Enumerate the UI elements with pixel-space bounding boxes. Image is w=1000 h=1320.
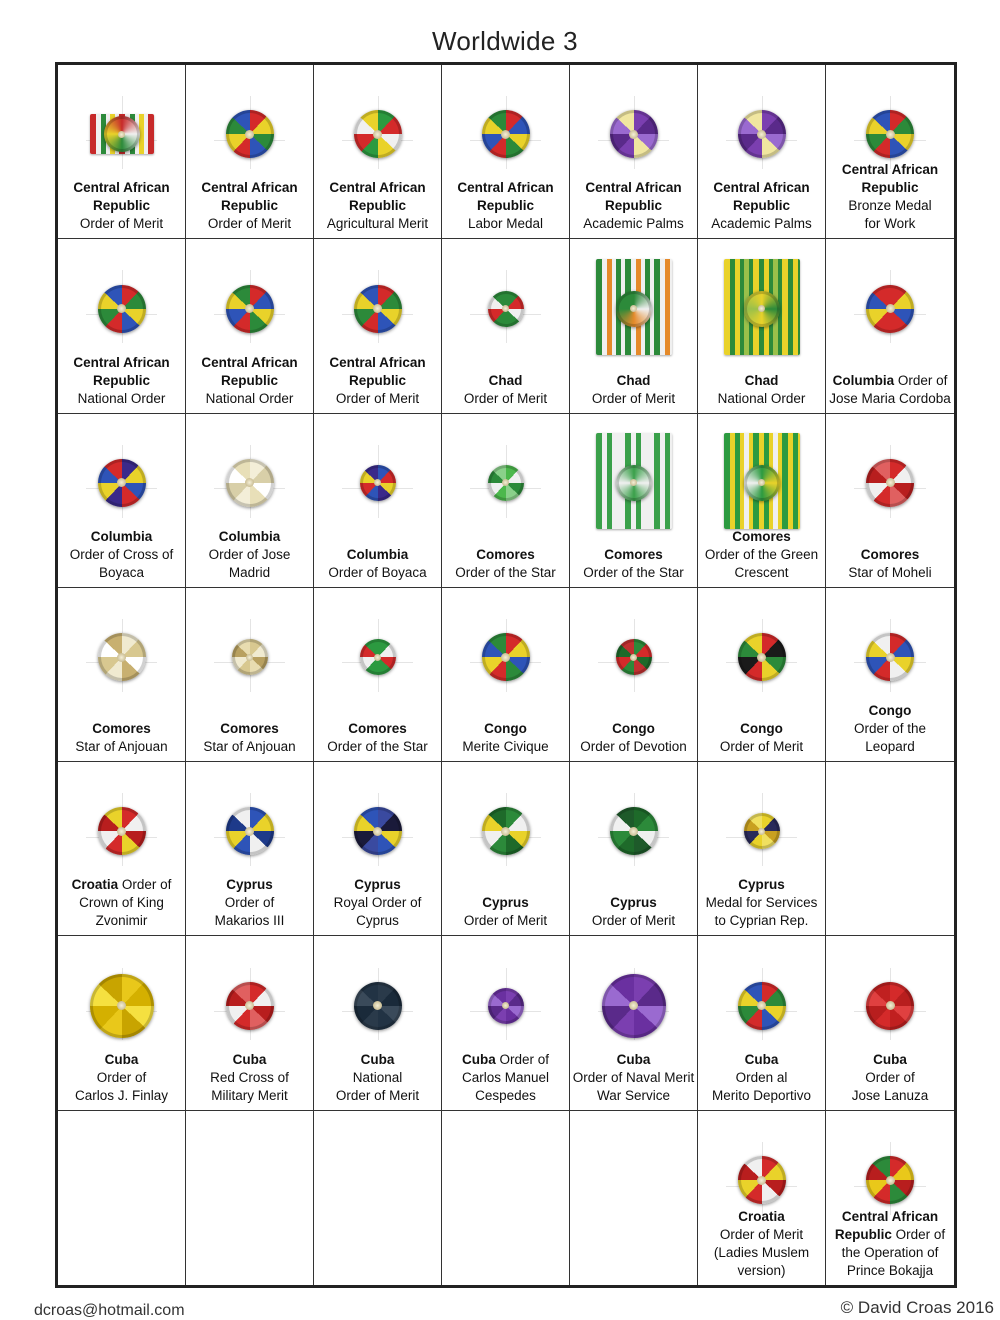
rosette-emblem bbox=[226, 807, 274, 855]
medal-name: Royal Order of bbox=[333, 895, 422, 911]
medal-label bbox=[572, 179, 695, 233]
medal-name: Labor Medal bbox=[467, 216, 544, 232]
medal-country: Croatia bbox=[738, 1209, 785, 1224]
medal-name: Order of Merit bbox=[719, 1227, 804, 1242]
medal-name: Agricultural Merit bbox=[326, 216, 429, 232]
medal-country: Central African bbox=[713, 180, 810, 196]
medal-country: Central African bbox=[841, 1209, 939, 1224]
medal-name: Order of the Star bbox=[583, 564, 684, 580]
medal-cell bbox=[826, 762, 954, 936]
medal-name: Order of Devotion bbox=[580, 739, 687, 755]
rosette-emblem bbox=[616, 639, 652, 675]
medal-label bbox=[828, 1051, 952, 1105]
medal-country: Cyprus bbox=[738, 877, 785, 893]
medal-name: Order of bbox=[865, 1069, 915, 1085]
medal-name: Bronze Medal bbox=[848, 198, 932, 214]
rosette-emblem bbox=[866, 982, 914, 1030]
medal-country: Central African bbox=[841, 162, 939, 178]
medal-label bbox=[700, 179, 823, 233]
medal-name: Order of bbox=[121, 877, 172, 893]
medal-label bbox=[188, 1051, 311, 1105]
medal-cell bbox=[186, 762, 314, 936]
rosette-emblem bbox=[616, 291, 652, 327]
medal-name: Order of Jose bbox=[208, 546, 291, 562]
medal-label bbox=[60, 528, 183, 582]
medal-cell bbox=[826, 239, 954, 413]
medal-label bbox=[60, 876, 183, 930]
medal-name: Order of Merit bbox=[79, 216, 164, 232]
medal-label bbox=[444, 720, 567, 756]
medal-country: Cyprus bbox=[226, 877, 273, 893]
medal-name: Order of the Star bbox=[327, 739, 428, 755]
rosette-emblem bbox=[744, 291, 780, 327]
medal-name: Cyprus bbox=[356, 913, 399, 929]
medal-cell bbox=[58, 239, 186, 413]
medal-cell bbox=[570, 762, 698, 936]
medal-label bbox=[188, 354, 311, 408]
medal-name: Order of Merit bbox=[463, 913, 548, 929]
medal-name: Order of Merit bbox=[591, 913, 676, 929]
rosette-emblem bbox=[98, 633, 146, 681]
medal-name: Star of Moheli bbox=[848, 564, 932, 580]
medal-cell bbox=[58, 588, 186, 762]
medal-cell bbox=[186, 65, 314, 239]
medal-country: Comores bbox=[220, 721, 279, 737]
medal-cell bbox=[570, 65, 698, 239]
medal-country: Columbia bbox=[90, 528, 153, 544]
rosette-emblem bbox=[98, 459, 146, 507]
rosette-emblem bbox=[488, 291, 524, 327]
medal-name: Zvonimir bbox=[95, 913, 148, 929]
medal-cell bbox=[442, 414, 570, 588]
medal-country: Comores bbox=[860, 546, 920, 562]
medal-name: Order of the bbox=[853, 721, 927, 737]
medal-label bbox=[60, 720, 183, 756]
medal-cell bbox=[570, 1111, 698, 1285]
medal-label bbox=[316, 179, 439, 233]
medal-name: Order of bbox=[897, 372, 948, 388]
medal-name: Academic Palms bbox=[711, 216, 812, 232]
medal-cell bbox=[314, 414, 442, 588]
medal-name: Makarios III bbox=[214, 913, 285, 929]
medal-name: Madrid bbox=[228, 564, 271, 580]
rosette-emblem bbox=[90, 974, 154, 1038]
medal-cell bbox=[186, 936, 314, 1110]
medal-cell bbox=[826, 414, 954, 588]
medal-country: Central African bbox=[73, 354, 170, 370]
medal-name: version) bbox=[737, 1263, 786, 1278]
rosette-emblem bbox=[232, 639, 268, 675]
medal-country: Cyprus bbox=[610, 895, 657, 911]
medal-name: National bbox=[352, 1069, 403, 1085]
medal-name: Boyaca bbox=[98, 564, 145, 580]
medal-name: Order of Merit bbox=[207, 216, 292, 232]
medal-country: Columbia bbox=[218, 528, 281, 544]
medal-label bbox=[828, 1208, 952, 1280]
medal-cell bbox=[314, 588, 442, 762]
medal-country: Congo bbox=[740, 721, 783, 737]
rosette-emblem bbox=[482, 807, 530, 855]
rosette-emblem bbox=[354, 982, 402, 1030]
medal-name: Red Cross of bbox=[210, 1069, 289, 1085]
rosette-emblem bbox=[744, 465, 780, 501]
medal-cell bbox=[58, 65, 186, 239]
rosette-emblem bbox=[610, 807, 658, 855]
medal-country: Cuba bbox=[461, 1051, 496, 1067]
medal-label bbox=[828, 702, 952, 756]
medal-country: Congo bbox=[484, 721, 527, 737]
medal-cell bbox=[314, 762, 442, 936]
medal-label bbox=[188, 528, 311, 582]
medal-label bbox=[60, 354, 183, 408]
rosette-emblem bbox=[488, 465, 524, 501]
rosette-emblem bbox=[354, 285, 402, 333]
rosette-emblem bbox=[866, 285, 914, 333]
medal-country: Congo bbox=[868, 703, 912, 719]
medal-country: Chad bbox=[488, 372, 523, 388]
medal-cell bbox=[570, 588, 698, 762]
medal-country: Central African bbox=[329, 354, 426, 370]
medal-name: Carlos J. Finlay bbox=[74, 1087, 169, 1103]
footer-email: dcroas@hotmail.com bbox=[34, 1302, 185, 1319]
medal-name: Republic bbox=[476, 198, 534, 214]
medal-country: Croatia bbox=[71, 877, 119, 893]
medal-label bbox=[700, 1208, 823, 1280]
medal-label bbox=[188, 720, 311, 756]
medal-name: Military Merit bbox=[211, 1087, 288, 1103]
medal-cell bbox=[58, 762, 186, 936]
medal-country: Cuba bbox=[360, 1051, 395, 1067]
medal-name: Republic bbox=[861, 180, 919, 196]
rosette-emblem bbox=[488, 988, 524, 1024]
medal-label bbox=[444, 372, 567, 408]
medal-cell bbox=[314, 239, 442, 413]
medal-label bbox=[828, 546, 952, 582]
footer-copyright bbox=[841, 1298, 994, 1318]
medal-name: Order of bbox=[895, 1227, 946, 1242]
medal-name: Jose Lanuza bbox=[851, 1087, 929, 1103]
medal-name: Order of Merit bbox=[591, 390, 676, 406]
medal-cell bbox=[58, 414, 186, 588]
rosette-emblem bbox=[360, 465, 396, 501]
medal-cell bbox=[442, 239, 570, 413]
rosette-emblem bbox=[866, 459, 914, 507]
medal-name: Star of Anjouan bbox=[75, 739, 168, 755]
medal-label-line bbox=[828, 372, 952, 390]
medal-cell bbox=[442, 1111, 570, 1285]
medal-name: Republic bbox=[604, 198, 662, 214]
medal-country: Republic bbox=[834, 1227, 892, 1242]
medal-name: Cespedes bbox=[475, 1087, 536, 1103]
medal-name: Medal for Services bbox=[705, 895, 818, 911]
medal-name: National Order bbox=[77, 390, 166, 406]
medal-cell bbox=[698, 1111, 826, 1285]
medal-cell bbox=[826, 65, 954, 239]
rosette-emblem bbox=[354, 110, 402, 158]
medal-cell bbox=[186, 1111, 314, 1285]
rosette-emblem bbox=[738, 982, 786, 1030]
medal-cell bbox=[186, 239, 314, 413]
medal-name: Order of the Star bbox=[455, 564, 556, 580]
medal-cell bbox=[186, 414, 314, 588]
medal-country: Cyprus bbox=[482, 895, 529, 911]
medal-grid bbox=[58, 65, 954, 1285]
medal-cell bbox=[826, 936, 954, 1110]
medal-name: National Order bbox=[717, 390, 806, 406]
medal-name: Republic bbox=[348, 198, 406, 214]
medal-label bbox=[572, 720, 695, 756]
rosette-emblem bbox=[738, 110, 786, 158]
medal-country: Cuba bbox=[616, 1051, 651, 1067]
medal-country: Chad bbox=[616, 372, 651, 388]
medal-cell bbox=[698, 762, 826, 936]
medal-label bbox=[828, 161, 952, 233]
medal-country: Central African bbox=[201, 180, 298, 196]
medal-country: Cuba bbox=[744, 1051, 779, 1067]
rosette-emblem bbox=[866, 633, 914, 681]
medal-label-line bbox=[444, 1051, 567, 1069]
medal-name: (Ladies Muslem bbox=[713, 1245, 810, 1260]
medal-cell bbox=[698, 936, 826, 1110]
rosette-emblem bbox=[226, 110, 274, 158]
medal-label-line bbox=[828, 1226, 952, 1244]
medal-cell bbox=[570, 936, 698, 1110]
rosette-emblem bbox=[354, 807, 402, 855]
rosette-emblem bbox=[616, 465, 652, 501]
medal-name: Order of Merit bbox=[335, 1087, 420, 1103]
medal-label bbox=[700, 528, 823, 582]
medal-country: Comores bbox=[604, 546, 663, 562]
medal-label bbox=[316, 876, 439, 930]
medal-label bbox=[60, 1051, 183, 1105]
medal-country: Central African bbox=[457, 180, 554, 196]
medal-name: Order of Merit bbox=[463, 390, 548, 406]
medal-name: Order of Cross of bbox=[69, 546, 174, 562]
rosette-emblem bbox=[744, 813, 780, 849]
medal-country: Cuba bbox=[104, 1051, 139, 1067]
medal-name: Order of Merit bbox=[719, 739, 804, 755]
rosette-emblem bbox=[226, 459, 274, 507]
medal-label bbox=[828, 372, 952, 408]
medal-name: Republic bbox=[92, 198, 150, 214]
medal-cell bbox=[58, 1111, 186, 1285]
medal-cell bbox=[698, 239, 826, 413]
rosette-emblem bbox=[738, 1156, 786, 1204]
medal-country: Cuba bbox=[873, 1051, 907, 1067]
medal-country: Comores bbox=[732, 528, 791, 544]
medal-label bbox=[188, 179, 311, 233]
medal-country: Columbia bbox=[832, 372, 895, 388]
page-title: Worldwide 3 bbox=[432, 26, 578, 56]
rosette-emblem bbox=[98, 807, 146, 855]
medal-country: Congo bbox=[612, 721, 655, 737]
medal-cell bbox=[186, 588, 314, 762]
medal-name: Republic bbox=[220, 372, 278, 388]
medal-cell bbox=[570, 239, 698, 413]
medal-name: Jose Maria Cordoba bbox=[829, 390, 951, 406]
medal-name: War Service bbox=[596, 1087, 670, 1103]
medal-name: the Operation of bbox=[841, 1245, 939, 1260]
medal-label bbox=[444, 179, 567, 233]
medal-name: Orden al bbox=[735, 1069, 788, 1085]
medal-name: Prince Bokajja bbox=[846, 1263, 934, 1278]
medal-label-line bbox=[60, 876, 183, 894]
medal-cell bbox=[570, 414, 698, 588]
medal-country: Central African bbox=[73, 180, 170, 196]
medal-name: Order of Naval Merit bbox=[572, 1069, 695, 1085]
rosette-emblem bbox=[360, 639, 396, 675]
medal-label bbox=[188, 876, 311, 930]
medal-name: Order of the Green bbox=[704, 546, 819, 562]
medal-country: Chad bbox=[744, 372, 779, 388]
medal-label bbox=[700, 876, 823, 930]
medal-cell bbox=[442, 588, 570, 762]
rosette-emblem bbox=[482, 110, 530, 158]
medal-name: Order of bbox=[224, 895, 275, 911]
medal-cell bbox=[442, 65, 570, 239]
medal-label bbox=[700, 720, 823, 756]
medal-label bbox=[316, 354, 439, 408]
medal-label bbox=[572, 894, 695, 930]
rosette-emblem bbox=[866, 1156, 914, 1204]
medal-name: Republic bbox=[348, 372, 406, 388]
medal-cell bbox=[698, 414, 826, 588]
medal-name: Merite Civique bbox=[462, 739, 549, 755]
medal-cell bbox=[442, 936, 570, 1110]
medal-name: Order of bbox=[96, 1069, 147, 1085]
medal-board bbox=[55, 62, 957, 1288]
medal-name: Order of Merit bbox=[335, 390, 420, 406]
medal-country: Cuba bbox=[232, 1051, 267, 1067]
medal-cell bbox=[826, 588, 954, 762]
medal-cell bbox=[58, 936, 186, 1110]
medal-name: Leopard bbox=[865, 739, 915, 755]
medal-name: Crescent bbox=[734, 564, 789, 580]
medal-label bbox=[444, 546, 567, 582]
medal-name: Republic bbox=[732, 198, 790, 214]
medal-country: Comores bbox=[92, 721, 151, 737]
medal-country: Central African bbox=[585, 180, 682, 196]
medal-label bbox=[444, 1051, 567, 1105]
medal-name: Crown of King bbox=[79, 895, 164, 911]
medal-label bbox=[316, 720, 439, 756]
medal-name: Academic Palms bbox=[583, 216, 684, 232]
medal-name: Star of Anjouan bbox=[203, 739, 296, 755]
rosette-emblem bbox=[104, 116, 140, 152]
medal-country: Columbia bbox=[346, 546, 409, 562]
medal-cell bbox=[698, 65, 826, 239]
medal-cell bbox=[314, 936, 442, 1110]
medal-label bbox=[316, 546, 439, 582]
rosette-emblem bbox=[482, 633, 530, 681]
medal-cell bbox=[826, 1111, 954, 1285]
medal-label bbox=[444, 894, 567, 930]
medal-country: Comores bbox=[348, 721, 407, 737]
medal-name: Order of Boyaca bbox=[328, 564, 427, 580]
copyright-author: David Croas 2016 bbox=[857, 1298, 994, 1317]
rosette-emblem bbox=[226, 982, 274, 1030]
medal-name: for Work bbox=[864, 216, 916, 232]
medal-name: Merito Deportivo bbox=[711, 1087, 812, 1103]
medal-name: Order of bbox=[499, 1051, 550, 1067]
medal-name: Republic bbox=[220, 198, 278, 214]
medal-label bbox=[572, 372, 695, 408]
medal-country: Central African bbox=[329, 180, 426, 196]
rosette-emblem bbox=[226, 285, 274, 333]
medal-name: National Order bbox=[205, 390, 294, 406]
rosette-emblem bbox=[610, 110, 658, 158]
medal-label bbox=[700, 1051, 823, 1105]
medal-cell bbox=[442, 762, 570, 936]
rosette-emblem bbox=[602, 974, 666, 1038]
medal-country: Central African bbox=[201, 354, 298, 370]
medal-cell bbox=[314, 1111, 442, 1285]
medal-label bbox=[572, 1051, 695, 1105]
medal-name: to Cyprian Rep. bbox=[714, 913, 809, 929]
rosette-emblem bbox=[866, 110, 914, 158]
copyright-icon: © bbox=[840, 1298, 854, 1317]
medal-cell bbox=[698, 588, 826, 762]
medal-label bbox=[60, 179, 183, 233]
medal-country: Comores bbox=[476, 546, 535, 562]
rosette-emblem bbox=[98, 285, 146, 333]
rosette-emblem bbox=[738, 633, 786, 681]
medal-name: Carlos Manuel bbox=[461, 1069, 550, 1085]
medal-label bbox=[316, 1051, 439, 1105]
medal-name: Republic bbox=[92, 372, 150, 388]
medal-label bbox=[700, 372, 823, 408]
medal-country: Cyprus bbox=[354, 877, 401, 893]
medal-cell bbox=[314, 65, 442, 239]
medal-label bbox=[572, 546, 695, 582]
